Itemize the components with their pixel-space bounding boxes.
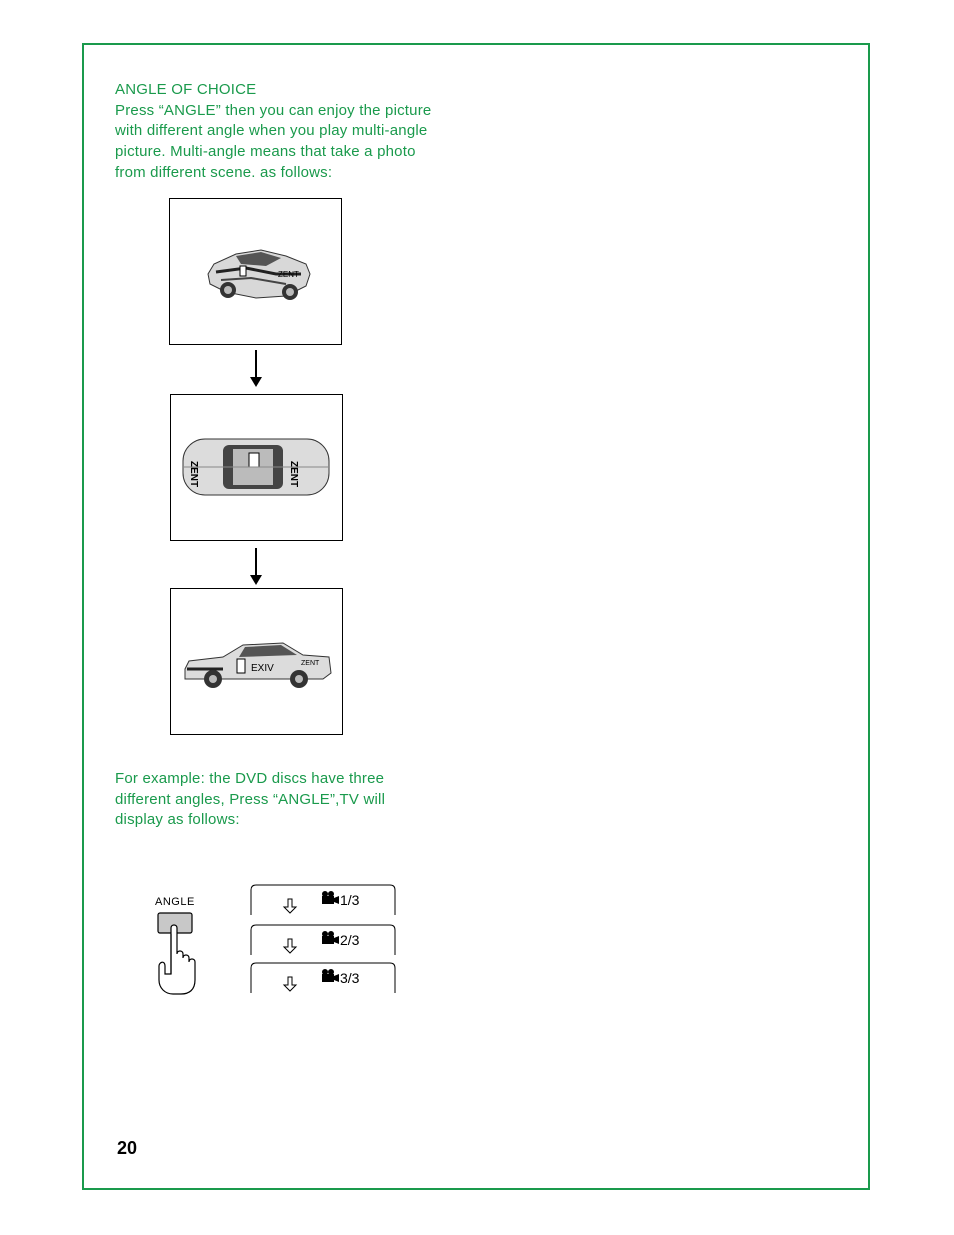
example-text [115, 769, 435, 831]
intro-line: Press “ANGLE” then you can enjoy the picture [115, 101, 432, 119]
race-car-three-quarter-view-icon [170, 199, 341, 344]
osd-angle-2 [250, 924, 396, 956]
down-arrow-icon [249, 350, 263, 388]
osd-angle-label: 3/3 [340, 970, 360, 986]
intro-line: with different angle when you play multi-angle [115, 122, 428, 140]
svg-text:EXIV: EXIV [251, 663, 274, 674]
angle-photo-1 [169, 198, 342, 345]
intro-line: picture. Multi-angle means that take a photo [115, 143, 416, 161]
down-arrow-icon [249, 548, 263, 586]
finger-pressing-button-icon [155, 910, 201, 996]
example-line: display as follows: [115, 811, 240, 829]
svg-text:ZENT: ZENT [278, 270, 299, 279]
section-title: ANGLE OF CHOICE [115, 81, 257, 98]
osd-angle-label: 1/3 [340, 892, 360, 908]
camera-icon [321, 931, 339, 945]
race-car-top-view-icon [171, 395, 342, 540]
page-number: 20 [117, 1138, 138, 1158]
intro-line: from different scene. as follows: [115, 163, 333, 181]
angle-button-label: ANGLE [155, 896, 195, 908]
camera-icon [321, 891, 339, 905]
osd-angle-3 [250, 962, 396, 994]
svg-text:ZENT: ZENT [188, 461, 199, 488]
camera-icon [321, 969, 339, 983]
angle-photo-2 [170, 394, 343, 541]
angle-photo-3 [170, 588, 343, 735]
example-line: different angles, Press “ANGLE”,TV will [115, 790, 386, 808]
example-line: For example: the DVD discs have three [115, 770, 385, 787]
intro-text [115, 80, 475, 184]
osd-angle-label: 2/3 [340, 932, 360, 948]
osd-angle-1 [250, 884, 396, 916]
svg-text:ZENT: ZENT [288, 461, 299, 488]
race-car-side-view-icon [171, 589, 342, 734]
svg-text:ZENT: ZENT [301, 660, 320, 667]
